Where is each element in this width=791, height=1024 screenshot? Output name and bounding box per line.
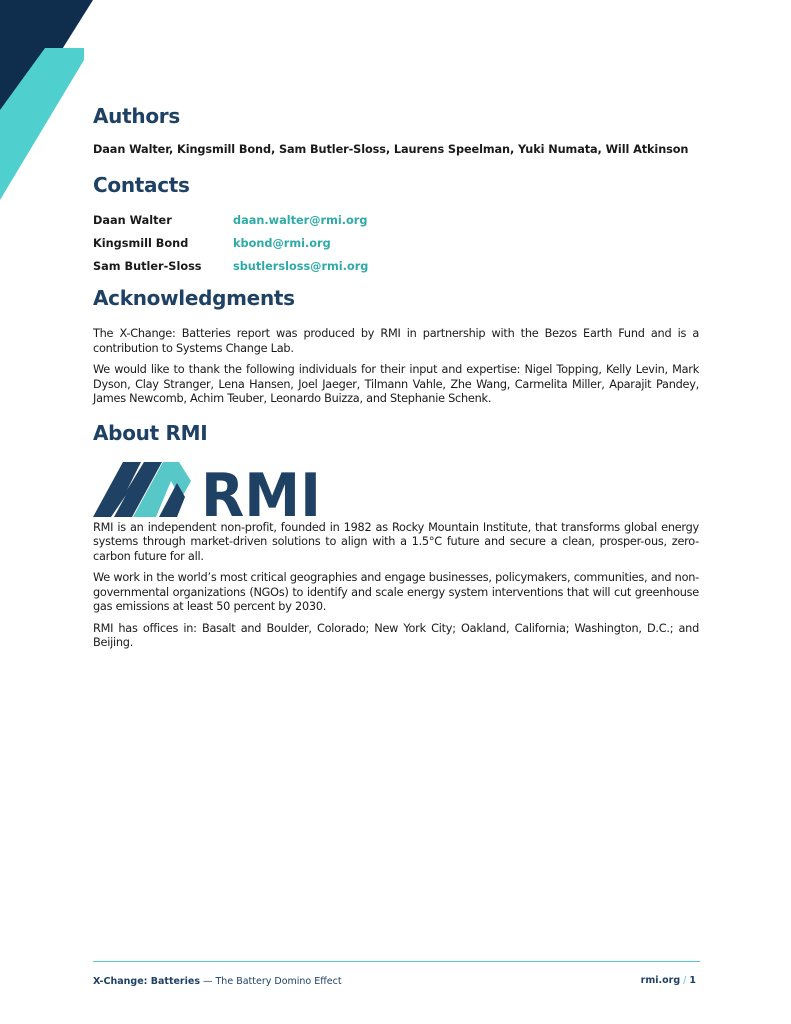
contact-email-link[interactable]: sbutlersloss@rmi.org [233, 260, 369, 273]
contact-row [93, 209, 699, 232]
about-paragraph: We work in the world’s most critical geographies and engage businesses, policymakers, communities, and non-governmental organizations (NGOs) to identify and scale energy system interventions that will cut greenhouse gas emissions at least 50 percent by 2030. [93, 571, 699, 613]
footer-report-name: X-Change: Batteries [93, 976, 200, 987]
contact-row [93, 255, 699, 278]
contact-email-link[interactable]: kbond@rmi.org [233, 237, 331, 250]
footer-title [93, 976, 342, 987]
contact-name: Kingsmill Bond [93, 237, 189, 250]
footer-site-link[interactable]: rmi.org [640, 975, 681, 986]
rmi-logo [93, 459, 323, 517]
contact-name: Daan Walter [93, 214, 172, 227]
page-number: 1 [689, 975, 696, 986]
logo-wordmark: RMI [201, 460, 321, 517]
contact-row [93, 232, 699, 255]
contacts-heading: Contacts [93, 173, 190, 197]
footer-separator: / [680, 975, 690, 986]
contact-name: Sam Butler-Sloss [93, 260, 202, 273]
about-heading: About RMI [93, 420, 208, 445]
about-paragraph: RMI has offices in: Basalt and Boulder, Colorado; New York City; Oakland, California; Washington, D.C.; and Beijing. [93, 621, 699, 649]
footer-subtitle: — The Battery Domino Effect [199, 976, 342, 987]
acknowledgments-heading: Acknowledgments [93, 286, 295, 310]
authors-heading: Authors [93, 104, 180, 128]
authors-list: Daan Walter, Kingsmill Bond, Sam Butler-Sloss, Laurens Speelman, Yuki Numata, Will Atkinson [93, 143, 689, 156]
corner-decoration [0, 0, 100, 200]
acknowledgments-paragraph: The X-Change: Batteries report was produced by RMI in partnership with the Bezos Earth Fund and is a contribution to Systems Change Lab. [93, 327, 699, 355]
footer-divider [93, 961, 700, 962]
contact-email-link[interactable]: daan.walter@rmi.org [233, 214, 368, 227]
contacts-table [93, 209, 699, 278]
footer-page-info [641, 975, 696, 986]
page-content [93, 100, 699, 651]
acknowledgments-paragraph: We would like to thank the following individuals for their input and expertise: Nigel Topping, Kelly Levin, Mark Dyson, Clay Stranger, Lena Hansen, Joel Jaeger, Tilmann Vahle, Zhe Wang, Carmelita Miller, Aparajit Pandey, James Newcomb, Achim Teuber, Leonardo Buizza, and Stephanie Schenk. [93, 363, 699, 405]
about-paragraph: RMI is an independent non-profit, founded in 1982 as Rocky Mountain Institute, that transforms global energy systems through market-driven solutions to align with a 1.5°C future and secure a clean, prosper-ous, zero-carbon future for all. [93, 520, 699, 563]
